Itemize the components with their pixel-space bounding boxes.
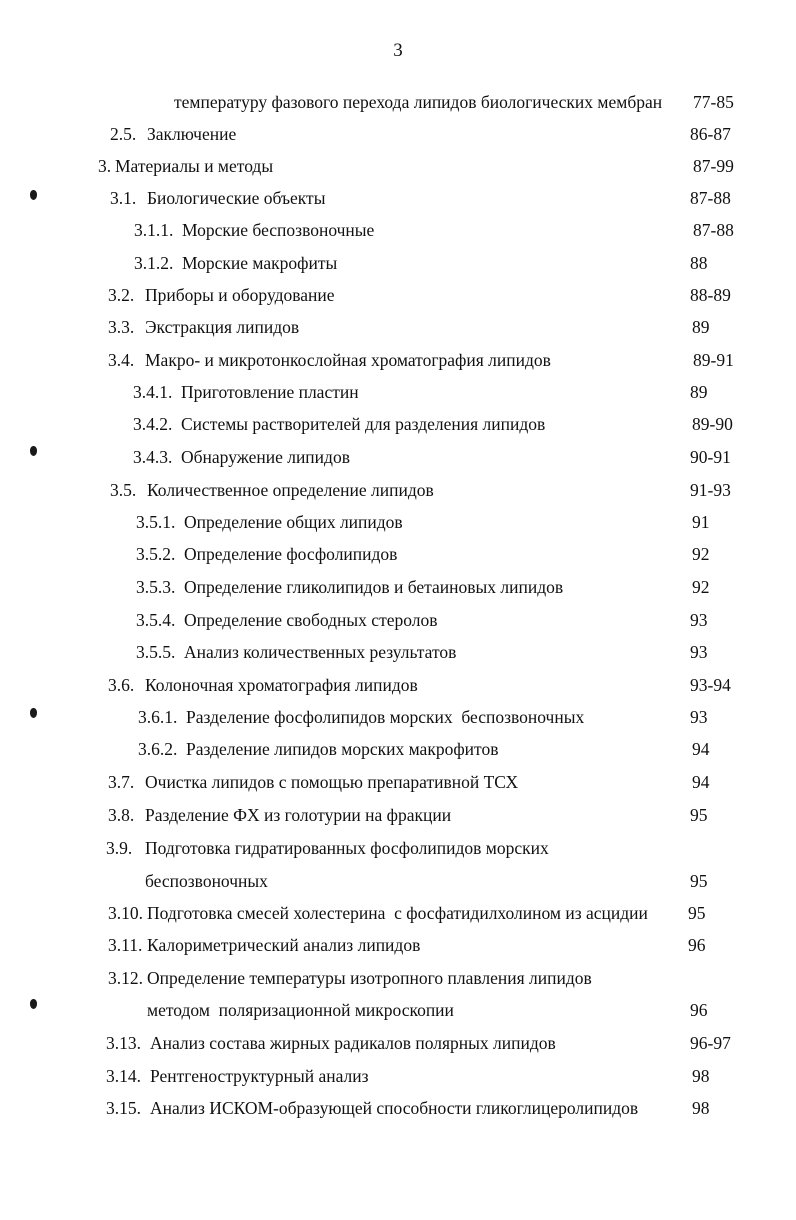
toc-entry-page: 87-88 bbox=[693, 220, 734, 240]
toc-entry-number: 3.9. bbox=[106, 838, 133, 858]
toc-entry-page: 93-94 bbox=[690, 675, 731, 695]
toc-entry bbox=[106, 1097, 638, 1119]
toc-entry-number: 3.4.3. bbox=[133, 447, 173, 467]
toc-entry-title: Системы растворителей для разделения липидов bbox=[181, 414, 546, 434]
toc-entry-number: 3.13. bbox=[106, 1033, 141, 1053]
toc-entry-number: 3.15. bbox=[106, 1098, 141, 1118]
toc-entry-title: Разделение ФХ из голотурии на фракции bbox=[145, 805, 452, 825]
toc-entry-title: Биологические объекты bbox=[147, 188, 326, 208]
toc-entry bbox=[110, 123, 236, 145]
toc-entry-title: Приготовление пластин bbox=[181, 382, 359, 402]
toc-entry-title: Обнаружение липидов bbox=[181, 447, 350, 467]
toc-entry bbox=[174, 91, 662, 113]
toc-entry-number: 3.5.5. bbox=[136, 642, 176, 662]
toc-entry-title: Заключение bbox=[147, 124, 237, 144]
toc-entry-number: 3.5.4. bbox=[136, 610, 176, 630]
toc-entry-title: Очистка липидов с помощью препаративной ТСХ bbox=[145, 772, 519, 792]
toc-entry-number: 3.7. bbox=[108, 772, 135, 792]
toc-entry-title: Материалы и методы bbox=[115, 156, 274, 176]
toc-entry bbox=[106, 1032, 556, 1054]
binding-mark bbox=[30, 708, 37, 718]
toc-entry-page: 77-85 bbox=[693, 92, 734, 112]
toc-entry bbox=[108, 934, 420, 956]
toc-entry bbox=[110, 479, 434, 501]
toc-entry bbox=[133, 413, 545, 435]
toc-entry-title: Макро- и микротонкослойная хроматография липидов bbox=[145, 350, 551, 370]
toc-entry-page: 93 bbox=[690, 642, 708, 662]
binding-mark bbox=[30, 999, 37, 1009]
toc-entry bbox=[108, 804, 451, 826]
toc-entry-page: 94 bbox=[692, 739, 710, 759]
toc-entry-page: 92 bbox=[692, 577, 710, 597]
toc-entry bbox=[136, 609, 438, 631]
toc-entry-title: Подготовка смесей холестерина с фосфатидилхолином из асцидии bbox=[147, 903, 648, 923]
toc-entry-page: 87-88 bbox=[690, 188, 731, 208]
toc-entry-page: 89 bbox=[692, 317, 710, 337]
toc-entry-continuation bbox=[145, 870, 268, 892]
toc-entry-number: 3.2. bbox=[108, 285, 135, 305]
toc-entry-number: 3.1. bbox=[110, 188, 137, 208]
toc-entry-number: 3.4.1. bbox=[133, 382, 173, 402]
toc-entry-title: Морские макрофиты bbox=[182, 253, 338, 273]
toc-entry-title: Определение свободных стеролов bbox=[184, 610, 438, 630]
toc-entry-page: 89 bbox=[690, 382, 708, 402]
toc-entry bbox=[108, 771, 518, 793]
toc-entry-title: Экстракция липидов bbox=[145, 317, 300, 337]
toc-entry bbox=[108, 349, 551, 371]
toc-entry-title: Разделение фосфолипидов морских беспозвоночных bbox=[186, 707, 585, 727]
toc-entry-title: Калориметрический анализ липидов bbox=[147, 935, 421, 955]
toc-entry-number: 3.5. bbox=[110, 480, 137, 500]
toc-entry-page: 91 bbox=[692, 512, 710, 532]
toc-entry-title: методом поляризационной микроскопии bbox=[147, 1000, 454, 1020]
toc-entry-number: 3.5.1. bbox=[136, 512, 176, 532]
toc-entry-number: 2.5. bbox=[110, 124, 137, 144]
toc-entry-page: 98 bbox=[692, 1066, 710, 1086]
toc-entry bbox=[110, 187, 325, 209]
page-number: 3 bbox=[393, 40, 403, 61]
toc-entry-page: 87-99 bbox=[693, 156, 734, 176]
toc-entry-number: 3.11. bbox=[108, 935, 143, 955]
toc-entry-number: 3.8. bbox=[108, 805, 135, 825]
toc-entry-page: 88-89 bbox=[690, 285, 731, 305]
toc-entry bbox=[108, 674, 418, 696]
toc-entry-title: Рентгеноструктурный анализ bbox=[150, 1066, 369, 1086]
toc-entry-page: 90-91 bbox=[690, 447, 731, 467]
toc-entry-number: 3.14. bbox=[106, 1066, 141, 1086]
toc-entry-number: 3.10. bbox=[108, 903, 143, 923]
toc-entry-page: 96-97 bbox=[690, 1033, 731, 1053]
toc-entry-title: Анализ количественных результатов bbox=[184, 642, 457, 662]
toc-entry-title: Разделение липидов морских макрофитов bbox=[186, 739, 499, 759]
toc-entry bbox=[133, 381, 359, 403]
binding-mark bbox=[30, 190, 37, 200]
toc-entry-page: 92 bbox=[692, 544, 710, 564]
toc-entry bbox=[136, 576, 563, 598]
toc-entry bbox=[138, 706, 584, 728]
toc-entry-title: Количественное определение липидов bbox=[147, 480, 434, 500]
toc-entry-title: Определение температуры изотропного плавления липидов bbox=[147, 968, 592, 988]
toc-entry-title: температуру фазового перехода липидов биологических мембран bbox=[174, 92, 663, 112]
toc-entry-number: 3.1.1. bbox=[134, 220, 174, 240]
binding-mark bbox=[30, 446, 37, 456]
toc-entry-number: 3.4.2. bbox=[133, 414, 173, 434]
toc-entry bbox=[134, 252, 337, 274]
toc-entry bbox=[138, 738, 498, 760]
toc-entry bbox=[136, 641, 456, 663]
toc-entry-page: 95 bbox=[690, 871, 708, 891]
toc-entry bbox=[108, 316, 299, 338]
toc-entry-title: Определение фосфолипидов bbox=[184, 544, 398, 564]
toc-entry-page: 89-90 bbox=[692, 414, 733, 434]
toc-entry-title: Анализ ИСКОМ-образующей способности гликоглицеролипидов bbox=[150, 1098, 639, 1118]
toc-entry-number: 3.6.1. bbox=[138, 707, 178, 727]
toc-entry-page: 96 bbox=[688, 935, 706, 955]
toc-entry-title: Колоночная хроматография липидов bbox=[145, 675, 418, 695]
toc-entry-title: Подготовка гидратированных фосфолипидов морских bbox=[145, 838, 549, 858]
toc-entry-number: 3.5.3. bbox=[136, 577, 176, 597]
toc-entry-page: 93 bbox=[690, 707, 708, 727]
toc-entry bbox=[106, 837, 549, 859]
toc-entry-page: 88 bbox=[690, 253, 708, 273]
toc-entry-title: Морские беспозвоночные bbox=[182, 220, 375, 240]
toc-entry bbox=[108, 284, 335, 306]
toc-entry bbox=[98, 155, 273, 177]
toc-entry-page: 95 bbox=[690, 805, 708, 825]
toc-entry bbox=[108, 967, 592, 989]
toc-entry-number: 3.12. bbox=[108, 968, 143, 988]
toc-entry-number: 3.4. bbox=[108, 350, 135, 370]
toc-entry bbox=[136, 543, 397, 565]
toc-entry-number: 3.3. bbox=[108, 317, 135, 337]
toc-entry-page: 96 bbox=[690, 1000, 708, 1020]
toc-entry bbox=[106, 1065, 369, 1087]
toc-entry-title: Приборы и оборудование bbox=[145, 285, 335, 305]
toc-entry-continuation bbox=[147, 999, 454, 1021]
toc-entry bbox=[136, 511, 403, 533]
toc-entry-title: Анализ состава жирных радикалов полярных липидов bbox=[150, 1033, 556, 1053]
toc-entry-page: 91-93 bbox=[690, 480, 731, 500]
toc-entry-page: 86-87 bbox=[690, 124, 731, 144]
toc-entry-page: 89-91 bbox=[693, 350, 734, 370]
toc-entry-title: Определение гликолипидов и бетаиновых липидов bbox=[184, 577, 564, 597]
toc-entry-number: 3.1.2. bbox=[134, 253, 174, 273]
toc-entry-page: 94 bbox=[692, 772, 710, 792]
toc-entry-page: 93 bbox=[690, 610, 708, 630]
toc-entry-number: 3.6. bbox=[108, 675, 135, 695]
toc-entry-title: беспозвоночных bbox=[145, 871, 268, 891]
toc-entry bbox=[108, 902, 648, 924]
toc-entry bbox=[134, 219, 374, 241]
toc-entry bbox=[133, 446, 350, 468]
toc-entry-page: 95 bbox=[688, 903, 706, 923]
toc-entry-title: Определение общих липидов bbox=[184, 512, 403, 532]
toc-entry-number: 3. bbox=[98, 156, 112, 176]
toc-entry-number: 3.6.2. bbox=[138, 739, 178, 759]
toc-entry-page: 98 bbox=[692, 1098, 710, 1118]
toc-entry-number: 3.5.2. bbox=[136, 544, 176, 564]
